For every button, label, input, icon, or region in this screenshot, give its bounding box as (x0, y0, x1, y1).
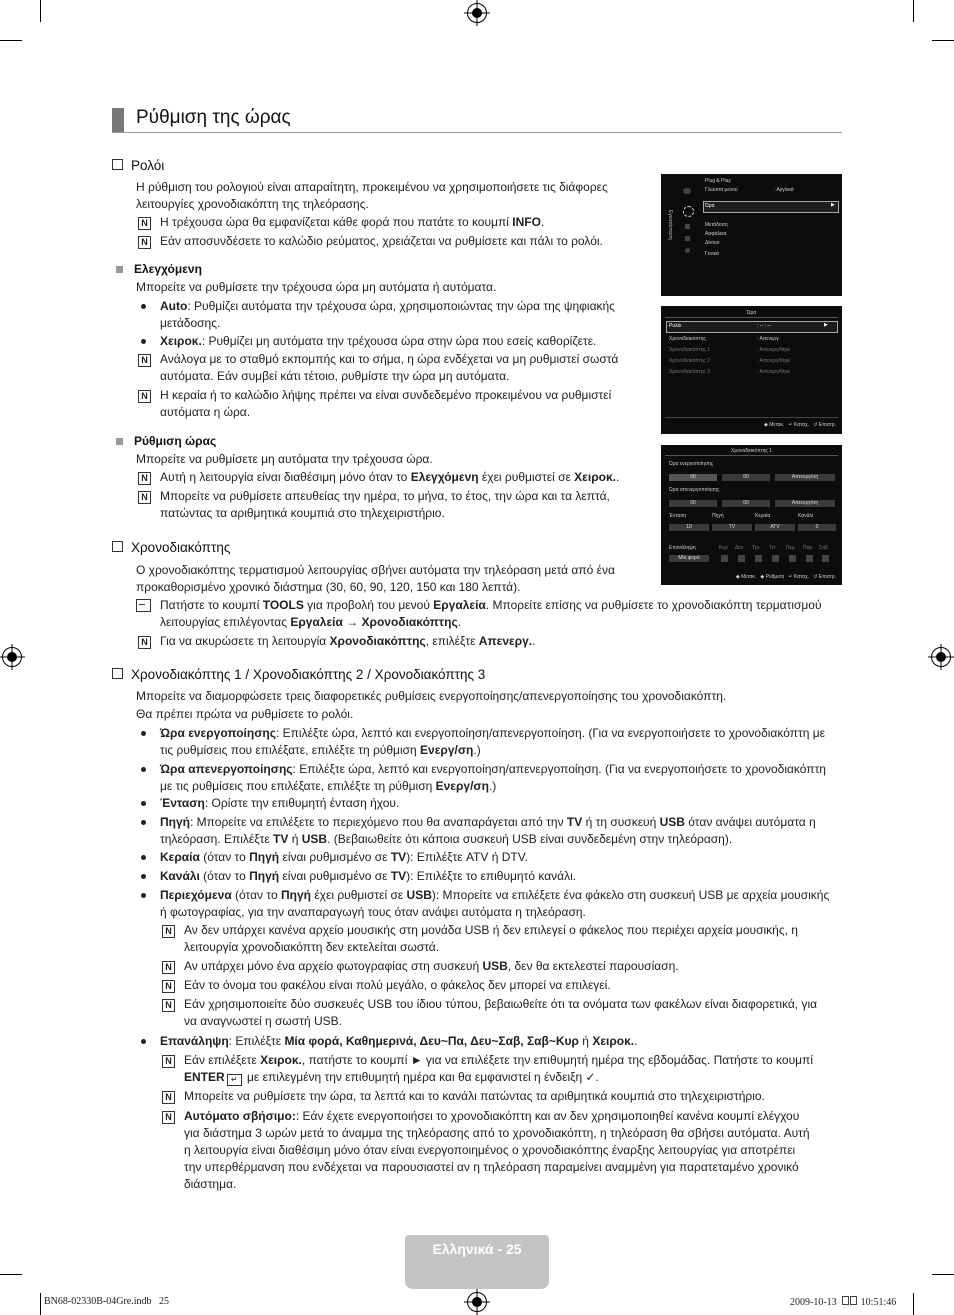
repeat-field[interactable]: Μία φορά (669, 555, 709, 562)
menu-network[interactable]: Δίκτυο (705, 240, 720, 246)
menu-broadcast[interactable]: Μετάδοση (705, 222, 728, 228)
bullet (141, 855, 146, 860)
bullet (141, 339, 146, 344)
repeat-label: Επανάληψη (669, 545, 696, 551)
footer-file-info: BN68-02330B-04Gre.indb 25 (44, 1296, 169, 1307)
off-hour-field[interactable]: 00 (669, 500, 717, 507)
contents-text: Περιεχόμενα (όταν το Πηγή έχει ρυθμιστεί σε USB): Μπορείτε να επιλέξετε ένα φάκελο στη συσκευή USB με αρχεία μουσικής ή φωτογραφίας, για την αναπαραγωγή τους όταν ανάψει αυτόματα η τηλεόραση. (160, 888, 830, 919)
sleep-intro: Ο χρονοδιακόπτης τερματισμού λειτουργίας σβήνει αυτόματα την τηλεόραση μετά από ένα προκαθορισμένο χρονικό διάστημα (30, 60, 90, 120, 150 και 180 λεπτά). (136, 563, 615, 594)
picture-icon (683, 188, 691, 194)
enter-icon: ↵ (227, 1074, 242, 1086)
channel-text: Κανάλι (όταν το Πηγή είναι ρυθμισμένο σε TV): Επιλέξτε το επιθυμητό κανάλι. (160, 869, 577, 883)
on-minute-field[interactable]: 00 (722, 474, 770, 481)
set-note-availability: Αυτή η λειτουργία είναι διαθέσιμη μόνο όταν το Ελεγχόμενη έχει ρυθμιστεί σε Χειροκ.. (160, 470, 620, 484)
timer3-row-value: : Απενεργ/θηκε (757, 369, 791, 375)
clock-row-selected[interactable] (666, 321, 838, 333)
menu-plug-and-play[interactable]: Plug & Play (705, 178, 731, 184)
note-icon: N (138, 636, 151, 649)
sleep-row-value: : Απενεργ. (757, 336, 780, 342)
clock-intro: Η ρύθμιση του ρολογιού είναι απαραίτητη, προκειμένου να χρησιμοποιήσετε τις διάφορες λειτουργίες χρονοδιακόπτη της τηλεόρασης. (136, 180, 608, 211)
page-title: Ρύθμιση της ώρας (136, 107, 291, 128)
mode-intro: Μπορείτε να ρυθμίσετε την τρέχουσα ώρα μη αυτόματα ή αυτόματα. (136, 280, 497, 294)
sleep-tools-text: Πατήστε το κουμπί TOOLS για προβολή του μενού Εργαλεία. Μπορείτε επίσης να ρυθμίσετε το χρονοδιακόπτη τερματισμού λειτουργίας επιλέγοντας Εργαλεία → Χρονοδιακόπτης. (160, 598, 822, 629)
usb-note-folder: Εάν το όνομα του φακέλου είναι πολύ μεγάλο, ο φάκελος δεν μπορεί να επιλεγεί. (184, 978, 611, 992)
return-icon: ↺ (813, 422, 818, 428)
menu-time-label: Ώρα (705, 203, 715, 209)
clock-note-info: Η τρέχουσα ώρα θα εμφανίζεται κάθε φορά που πατάτε το κουμπί INFO. (160, 215, 545, 229)
enter-icon: ↵ (788, 422, 793, 428)
crop-mark (932, 40, 954, 41)
day-wed-label: Τετ (769, 545, 776, 551)
move-icon: ◆ (735, 574, 740, 580)
return-icon: ↺ (813, 574, 818, 580)
bullet (141, 820, 146, 825)
source-text: Πηγή: Μπορείτε να επιλέξετε το περιεχόμενο που θα αναπαράγεται από την TV ή τη συσκευή USB όταν ανάψει αυτόματα η τηλεόραση. Επιλέξτε TV ή USB. (Βεβαιωθείτε ότι κάποια συσκευή USB είναι συνδεδεμένη στην τηλεόραση). (160, 815, 816, 846)
note-icon: N (138, 354, 151, 367)
timer1-row-value: : Απενεργ/θηκε (757, 347, 791, 353)
clock-note-signal: Ανάλογα με το σταθμό εκπομπής και το σήμα, η ώρα ενδέχεται να μη ρυθμιστεί σωστά αυτόματα. Εάν συμβεί κάτι τέτοιο, ρυθμίστε την ώρα μη αυτόματα. (160, 352, 619, 383)
crop-mark (0, 40, 22, 41)
note-icon: N (138, 236, 151, 249)
day-sun-checkbox[interactable] (721, 555, 728, 562)
sleep-heading: Χρονοδιακόπτης (112, 540, 230, 555)
note-icon: N (138, 472, 151, 485)
timers-intro-2: Θα πρέπει πρώτα να ρυθμίσετε το ρολόι. (136, 707, 354, 721)
note-icon: N (138, 390, 151, 403)
volume-field[interactable]: 10 (669, 524, 709, 531)
on-time-text: Ώρα ενεργοποίησης: Επιλέξτε ώρα, λεπτό και ενεργοποίηση/απενεργοποίηση. (Για να ενεργοποιήσετε το χρονοδιακόπτη με τις ρυθμίσεις που επιλέξατε, επιλέξτε τη ρύθμιση Ενεργ/ση.) (160, 726, 826, 757)
crop-mark (932, 1274, 954, 1275)
day-fri-checkbox[interactable] (806, 555, 813, 562)
registration-mark-icon (931, 647, 951, 667)
crop-mark (40, 0, 41, 22)
mode-heading: Ελεγχόμενη (114, 262, 202, 276)
time-menu-title: Ώρα (746, 310, 757, 316)
crop-mark (0, 1274, 22, 1275)
divider (665, 317, 838, 318)
setup-menu-screenshot (661, 174, 842, 296)
menu-language-value: : Αγγλικά (774, 187, 794, 193)
day-tue-checkbox[interactable] (755, 555, 762, 562)
off-time-text: Ώρα απενεργοποίησης: Επιλέξτε ώρα, λεπτό και ενεργοποίηση/απενεργοποίηση. (Για να ενεργοποιήσετε το χρονοδιακόπτη με τις ρυθμίσεις που επιλέξατε, επιλέξτε τη ρύθμιση Ενεργ/ση.) (160, 762, 826, 793)
registration-mark-icon (2, 647, 22, 667)
bullet (141, 767, 146, 772)
timer3-row-label[interactable]: Χρονοδιακόπτης 3 (669, 369, 710, 375)
crop-mark (913, 0, 914, 22)
day-mon-checkbox[interactable] (738, 555, 745, 562)
footer-date-info: 2009-10-13 10:51:46 (790, 1297, 897, 1308)
on-state-field[interactable]: Απενεργ/ση (775, 474, 835, 481)
volume-text: Ένταση: Ορίστε την επιθυμητή ένταση ήχου. (160, 796, 400, 810)
menu-general[interactable]: Γενικά (705, 251, 719, 257)
day-fri-label: Παρ (803, 545, 813, 551)
usb-note-photo: Αν υπάρχει μόνο ένα αρχείο φωτογραφίας στη συσκευή USB, δεν θα εκτελεστεί παρουσίαση. (184, 959, 679, 973)
support-icon (685, 248, 690, 253)
menu-time-selected[interactable] (703, 201, 839, 213)
input-icon (685, 224, 690, 229)
divider (665, 455, 838, 456)
antenna-field[interactable]: ATV (755, 524, 795, 531)
note-icon: N (138, 217, 151, 230)
timer2-row-value: : Απενεργ/θηκε (757, 358, 791, 364)
antenna-text: Κεραία (όταν το Πηγή είναι ρυθμισμένο σε TV): Επιλέξτε ATV ή DTV. (160, 850, 528, 864)
clock-note-antenna: Η κεραία ή το καλώδιο λήψης πρέπει να είναι συνδεδεμένο προκειμένου να ρυθμιστεί αυτόματα η ώρα. (160, 388, 612, 419)
crop-mark (40, 1293, 41, 1315)
note-icon: N (162, 961, 175, 974)
auto-text: Auto: Ρυθμίζει αυτόματα την τρέχουσα ώρα, χρησιμοποιώντας την ώρα της ψηφιακής μετάδοσης. (160, 299, 615, 330)
source-label: Πηγή (712, 513, 724, 519)
day-thu-label: Πεμ (786, 545, 795, 551)
usb-note-two: Εάν χρησιμοποιείτε δύο συσκευές USB του ίδιου τύπου, βεβαιωθείτε ότι τα ονόματα των φακέλων είναι διαφορετικά, για να αναγνωστεί η σωστή USB. (184, 997, 818, 1028)
channel-field[interactable]: 0 (798, 524, 836, 531)
enter-icon: ↵ (788, 574, 793, 580)
source-field[interactable]: TV (712, 524, 752, 531)
bullet (141, 731, 146, 736)
timers-intro-1: Μπορείτε να διαμορφώσετε τρεις διαφορετικές ρυθμίσεις ενεργοποίησης/απενεργοποίησης του χρονοδιακόπτη. (136, 689, 727, 703)
set-note-direct: Μπορείτε να ρυθμίσετε απευθείας την ημέρα, το μήνα, το έτος, την ώρα και τα λεπτά, πατώντας τα αριθμητικά κουμπιά στο τηλεχειριστήριο. (160, 489, 610, 520)
checkmark-icon: ✓ (585, 1070, 596, 1084)
manual-text: Χειροκ.: Ρυθμίζει μη αυτόματα την τρέχουσα ώρα στην ώρα που εσείς καθορίζετε. (160, 334, 597, 348)
repeat-note-numeric: Μπορείτε να ρυθμίσετε την ώρα, τα λεπτά και το κανάλι πατώντας τα αριθμητικά κουμπιά στο τηλεχειριστήριο. (184, 1089, 765, 1103)
day-tue-label: Τρι. (752, 545, 761, 551)
bullet (141, 304, 146, 309)
set-intro: Μπορείτε να ρυθμίσετε μη αυτόματα την τρέχουσα ώρα. (136, 452, 433, 466)
day-mon-label: Δευ (735, 545, 744, 551)
footer-hints: ◆ Μετακ. ↵ Καταχ. ↺ Επιστρ. (763, 422, 836, 428)
clock-row-label: Ρολόι (669, 323, 682, 329)
menu-security[interactable]: Ασφάλεια (705, 231, 727, 237)
gear-icon (683, 206, 694, 217)
timer1-title: Χρονοδιακόπτης 1 (731, 448, 772, 454)
arrow-right-icon: ▶ (831, 202, 835, 208)
bullet (141, 893, 146, 898)
tools-icon (136, 599, 151, 612)
note-icon: N (162, 999, 175, 1012)
page-title-bar (112, 106, 842, 133)
repeat-note-manual: Εάν επιλέξετε Χειροκ., πατήστε το κουμπί ► για να επιλέξετε την επιθυμητή ημέρα της εβδομάδας. Πατήστε το κουμπί ENTER ↵ με επιλεγμένη την επιθυμητή ημέρα και θα εμφανιστεί η ένδειξη ✓. (184, 1053, 814, 1084)
timer2-row-label[interactable]: Χρονοδιακόπτης 2 (669, 358, 710, 364)
side-label: Εγκατάσταση (667, 210, 673, 240)
bullet (141, 801, 146, 806)
time-menu-screenshot (661, 306, 842, 434)
off-time-label: Ώρα απενεργοποίησης (669, 487, 720, 493)
off-state-field[interactable]: Απενεργ/ση (775, 500, 835, 507)
sleep-row-label[interactable]: Χρονοδιακόπτης (669, 336, 706, 342)
application-icon (685, 236, 690, 241)
clock-heading: Ρολόι (112, 158, 164, 173)
timer1-screenshot (661, 445, 842, 585)
set-heading: Ρύθμιση ώρας (114, 434, 216, 448)
antenna-label: Κεραία (755, 513, 771, 519)
timers-heading: Χρονοδιακόπτης 1 / Χρονοδιακόπτης 2 / Χρονοδιακόπτης 3 (112, 667, 485, 682)
repeat-text: Επανάληψη: Επιλέξτε Μία φορά, Καθημερινά, Δευ~Πα, Δευ~Σαβ, Σαβ~Κυρ ή Χειροκ.. (160, 1034, 638, 1048)
day-sun-label: Κυρ (719, 545, 728, 551)
sleep-cancel-text: Για να ακυρώσετε τη λειτουργία Χρονοδιακόπτης, επιλέξτε Απενεργ.. (160, 634, 536, 648)
arrow-right-icon: ▶ (824, 322, 828, 328)
usb-note-music: Αν δεν υπάρχει κανένα αρχείο μουσικής στη μονάδα USB ή δεν επιλεγεί ο φάκελος που περιέχει αρχεία μουσικής, η λειτουργία χρονοδιακόπτη δεν εκτελείται σωστά. (184, 923, 798, 954)
channel-label: Κανάλι (798, 513, 814, 519)
page-number: Ελληνικά - 25 (432, 1241, 522, 1257)
note-icon: N (162, 1111, 175, 1124)
title-accent (112, 108, 124, 132)
bullet (141, 874, 146, 879)
crop-mark (913, 1293, 914, 1315)
adjust-icon: ◆ (760, 574, 765, 580)
day-sat-checkbox[interactable] (822, 555, 829, 562)
day-sat-label: Σαβ (819, 545, 828, 551)
timer1-row-label[interactable]: Χρονοδιακόπτης 1 (669, 347, 710, 353)
bullet (141, 1039, 146, 1044)
note-icon: N (162, 925, 175, 938)
move-icon: ◆ (763, 422, 768, 428)
menu-language[interactable]: Γλώσσα μενού (705, 187, 738, 193)
note-icon: N (138, 491, 151, 504)
auto-off-note: Αυτόματο σβήσιμο:: Εάν έχετε ενεργοποιήσει το χρονοδιακόπτη και αν δεν χρησιμοποιηθεί κανένα κουμπί ελέγχου για διάστημα 3 ωρών μετά το άναμμα της τηλεόρασης από το χρονοδιακόπτη, η τηλεόραση θα σβήσει αυτόματα. Αυτή η λειτουργία είναι διαθέσιμη μόνο όταν είναι ενεργοποιημένος ο χρονοδιακόπτης έναρξης λειτουργίας για αποτρέπει την υπερθέρμανση που ενδέχεται να παρουσιαστεί αν η τηλεόραση παραμείνει αναμμένη για παρατεταμένο χρονικό διάστημα. (184, 1109, 810, 1191)
divider (665, 417, 838, 418)
note-icon: N (162, 1055, 175, 1068)
clock-row-value: : -- : -- (757, 323, 771, 329)
page-number-box (405, 1235, 549, 1289)
clock-note-power: Εάν αποσυνδέσετε το καλώδιο ρεύματος, χρειάζεται να ρυθμίσετε και πάλι το ρολόι. (160, 234, 603, 248)
day-wed-checkbox[interactable] (772, 555, 779, 562)
on-time-label: Ώρα ενεργοποίησης (669, 461, 714, 467)
registration-mark-icon (467, 3, 487, 23)
note-icon: N (162, 980, 175, 993)
volume-label: Ένταση (669, 513, 687, 519)
off-minute-field[interactable]: 00 (722, 500, 770, 507)
on-hour-field[interactable]: 00 (669, 474, 717, 481)
note-icon: N (162, 1091, 175, 1104)
day-thu-checkbox[interactable] (789, 555, 796, 562)
footer-hints: ◆ Μετακ. ◆ Ρύθμιση ↵ Καταχ. ↺ Επιστρ. (735, 574, 836, 580)
registration-mark-icon (467, 1292, 487, 1312)
